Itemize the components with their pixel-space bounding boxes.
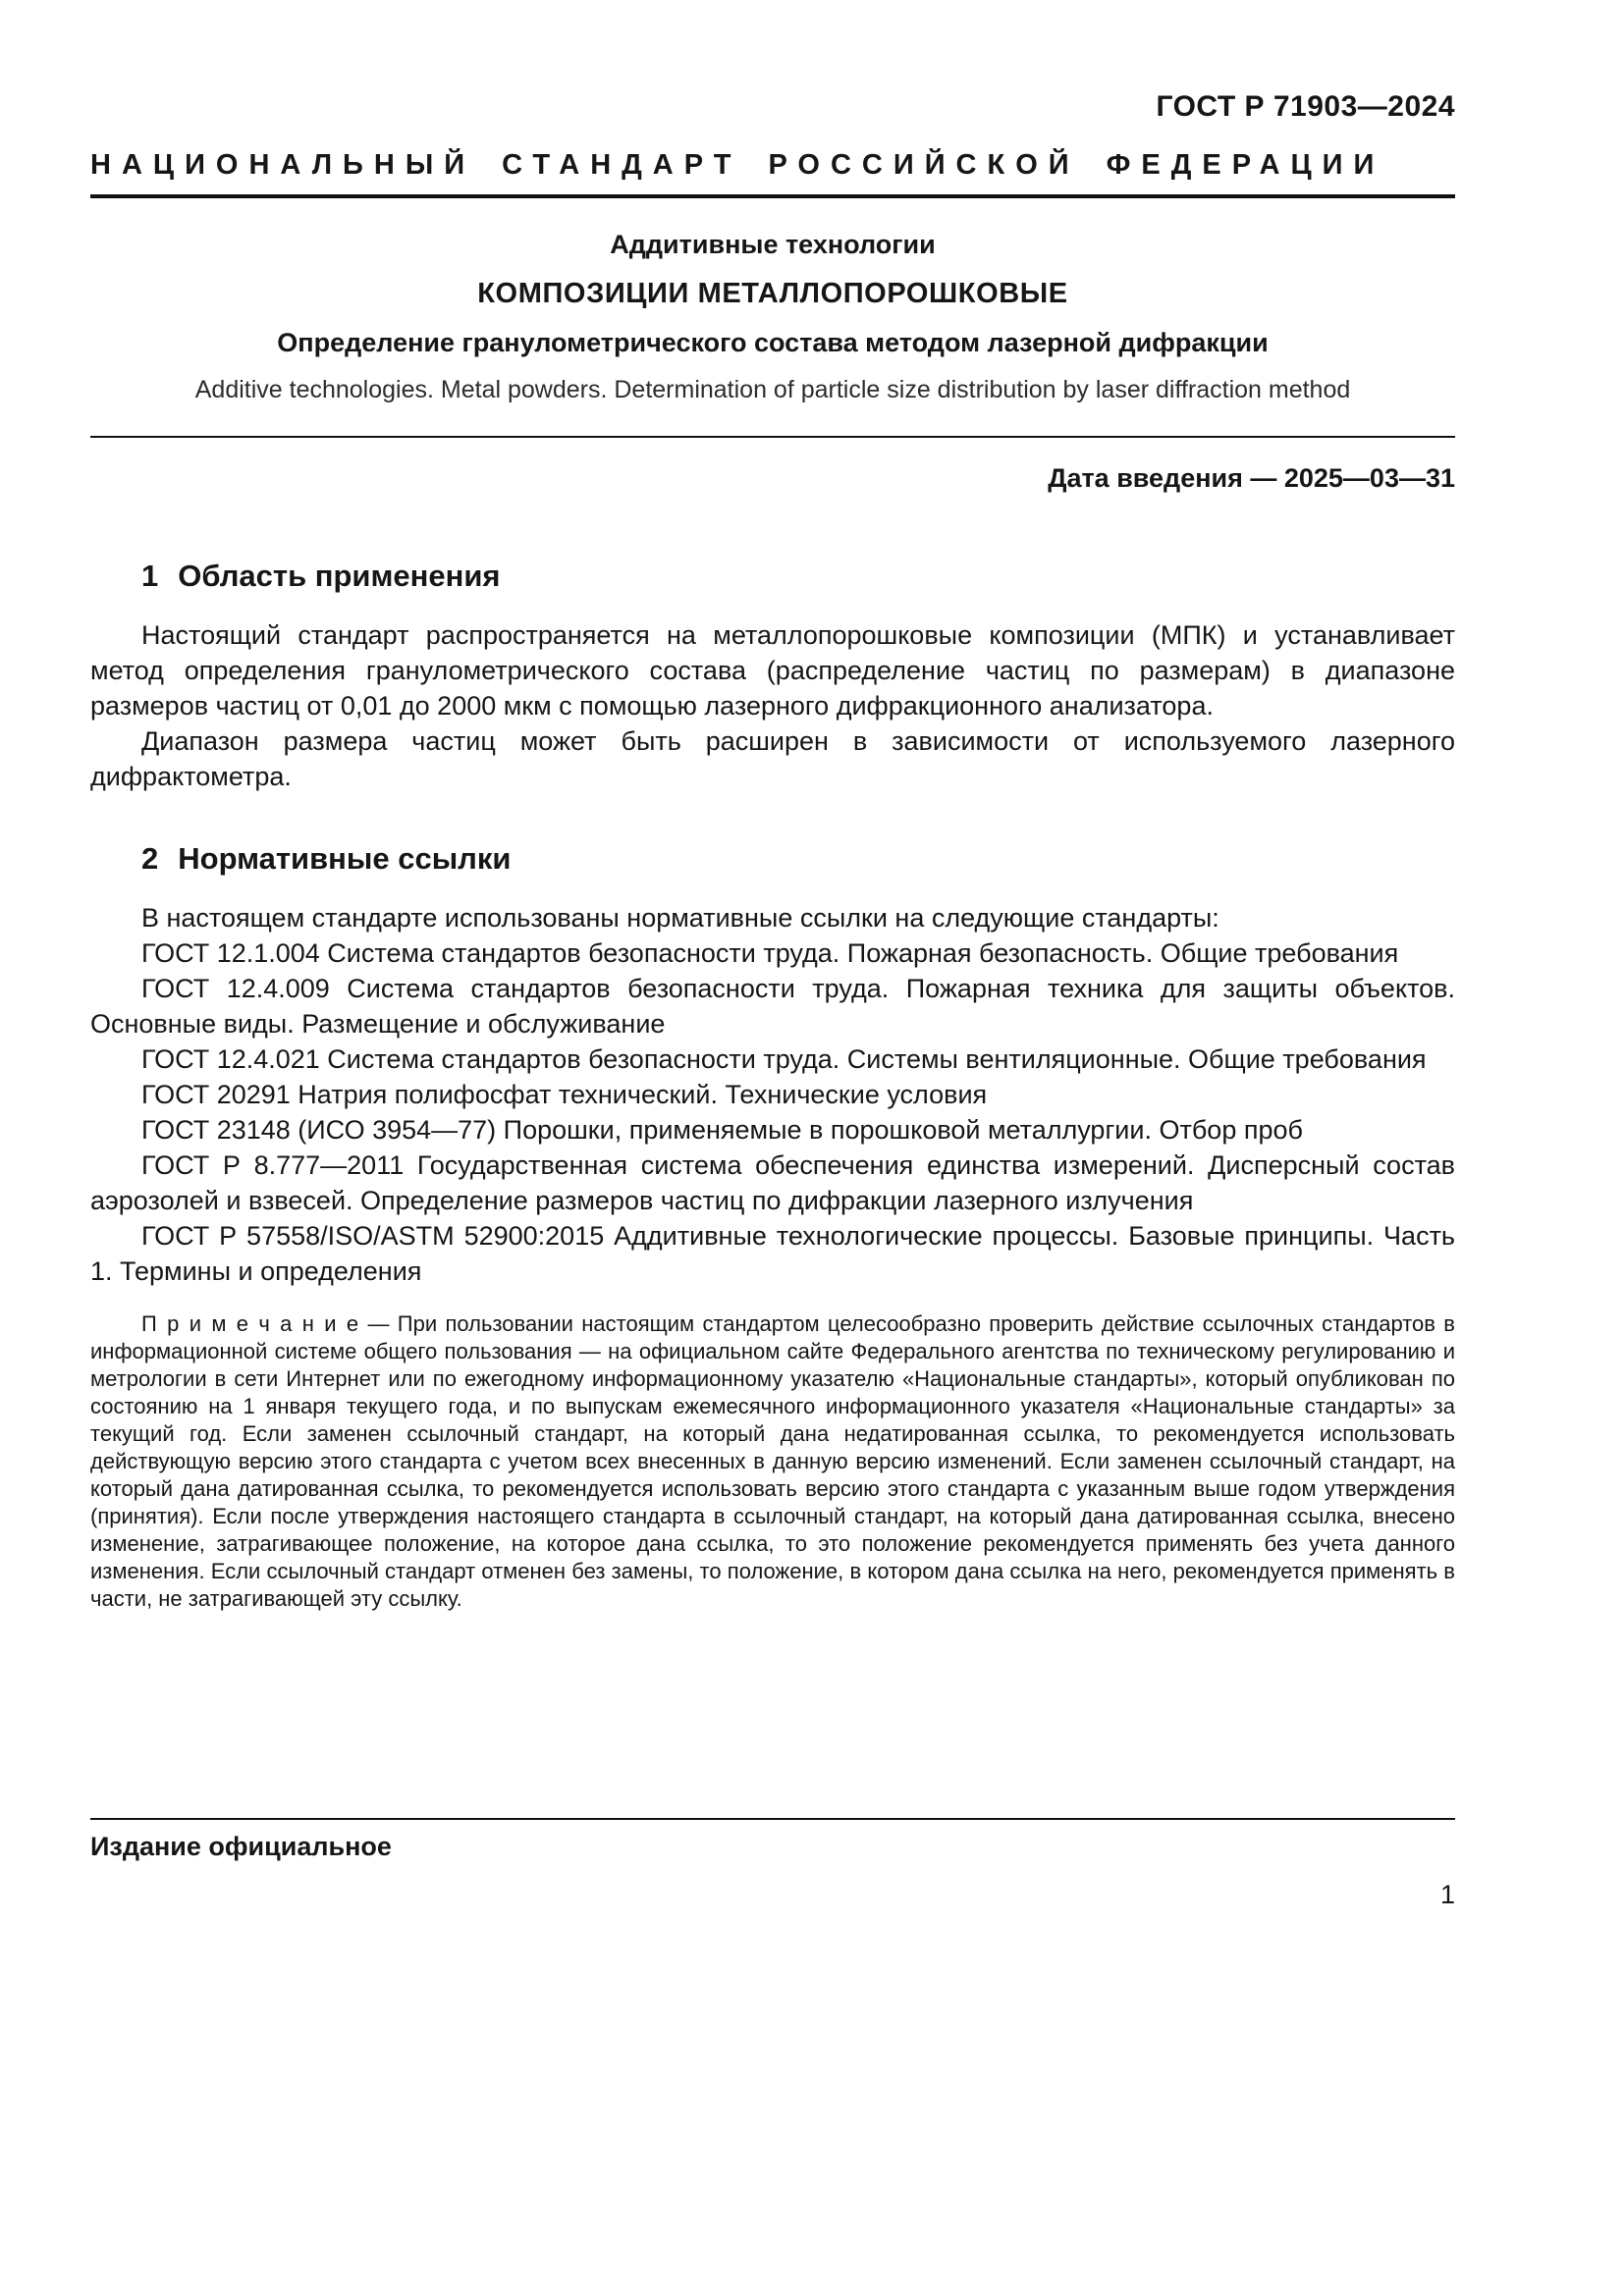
section-2-title: Нормативные ссылки [178, 841, 512, 876]
section-1-paragraph: Настоящий стандарт распространяется на металлопорошковые композиции (МПК) и устанавливает метод определения гранулометрического состава (распределение частиц по размерам) в диапазоне размеров частиц от 0,01 до 2000 мкм с помощью лазерного дифракционного анализатора. [90, 620, 1455, 721]
reference-item: ГОСТ 12.4.009 Система стандартов безопасности труда. Пожарная техника для защиты объектов. Основные виды. Размещение и обслуживание [90, 974, 1455, 1039]
doc-number: ГОСТ Р 71903—2024 [1156, 90, 1455, 123]
title-group: Аддитивные технологии [610, 230, 936, 259]
reference-item: ГОСТ 12.1.004 Система стандартов безопасности труда. Пожарная безопасность. Общие требования [141, 938, 1399, 968]
section-2-heading [141, 841, 1455, 877]
effective-date: Дата введения — 2025—03—31 [1048, 463, 1455, 493]
note-text: — При пользовании настоящим стандартом целесообразно проверить действие ссылочных стандартов в информационной системе общего пользования — на официальном сайте Федерального агентства по техническому регулированию и метрологии в сети Интернет или по ежегодному информационному указателю «Национальные стандарты», который опубликован по состоянию на 1 января текущего года, и по выпускам ежемесячного информационного указателя «Национальные стандарты» за текущий год. Если заменен ссылочный стандарт, на который дана недатированная ссылка, то рекомендуется использовать действующую версию этого стандарта с учетом всех внесенных в данную версию изменений. Если заменен ссылочный стандарт, на который дана датированная ссылка, то рекомендуется использовать версию этого стандарта с указанным выше годом утверждения (принятия). Если после утверждения настоящего стандарта в ссылочный стандарт, на который дана датированная ссылка, внесено изменение, затрагивающее положение, на которое дана ссылка, то это положение рекомендуется применять без учета данного изменения. Если ссылочный стандарт отменен без замены, то положение, в котором дана ссылка на него, рекомендуется применять в части, не затрагивающей эту ссылку. [90, 1311, 1455, 1611]
title-english: Additive technologies. Metal powders. Determination of particle size distribution by laser diffraction method [194, 376, 1351, 403]
banner-rule [90, 194, 1455, 198]
reference-item: ГОСТ Р 57558/ISO/ASTM 52900:2015 Аддитивные технологические процессы. Базовые принципы. Часть 1. Термины и определения [90, 1221, 1455, 1286]
page-number: 1 [1439, 1880, 1455, 1909]
title-main: КОМПОЗИЦИИ МЕТАЛЛОПОРОШКОВЫЕ [477, 278, 1068, 309]
national-standard-banner: НАЦИОНАЛЬНЫЙ СТАНДАРТ РОССИЙСКОЙ ФЕДЕРАЦИИ [90, 149, 1385, 181]
footer-rule [90, 1818, 1455, 1820]
edition-note: Издание официальное [90, 1832, 392, 1861]
section-1-title: Область применения [178, 559, 501, 593]
references-intro: В настоящем стандарте использованы нормативные ссылки на следующие стандарты: [141, 903, 1219, 933]
section-1-number: 1 [141, 559, 159, 593]
title-subtitle: Определение гранулометрического состава методом лазерной дифракции [277, 328, 1269, 357]
reference-item: ГОСТ 23148 (ИСО 3954—77) Порошки, применяемые в порошковой металлургии. Отбор проб [141, 1115, 1303, 1145]
section-1-heading [141, 559, 1455, 594]
reference-item: ГОСТ 12.4.021 Система стандартов безопасности труда. Системы вентиляционные. Общие требования [141, 1044, 1427, 1074]
reference-item: ГОСТ 20291 Натрия полифосфат технический. Технические условия [141, 1080, 988, 1109]
title-block [90, 230, 1455, 404]
note-label: П р и м е ч а н и е [141, 1311, 360, 1336]
page-footer [90, 1818, 1455, 1910]
note-paragraph [90, 1310, 1455, 1613]
section-2-number: 2 [141, 841, 159, 876]
reference-item: ГОСТ Р 8.777—2011 Государственная система обеспечения единства измерений. Дисперсный состав аэрозолей и взвесей. Определение размеров частиц по дифракции лазерного излучения [90, 1150, 1455, 1215]
section-1-paragraph: Диапазон размера частиц может быть расширен в зависимости от используемого лазерного дифрактометра. [90, 726, 1455, 791]
title-rule [90, 436, 1455, 438]
